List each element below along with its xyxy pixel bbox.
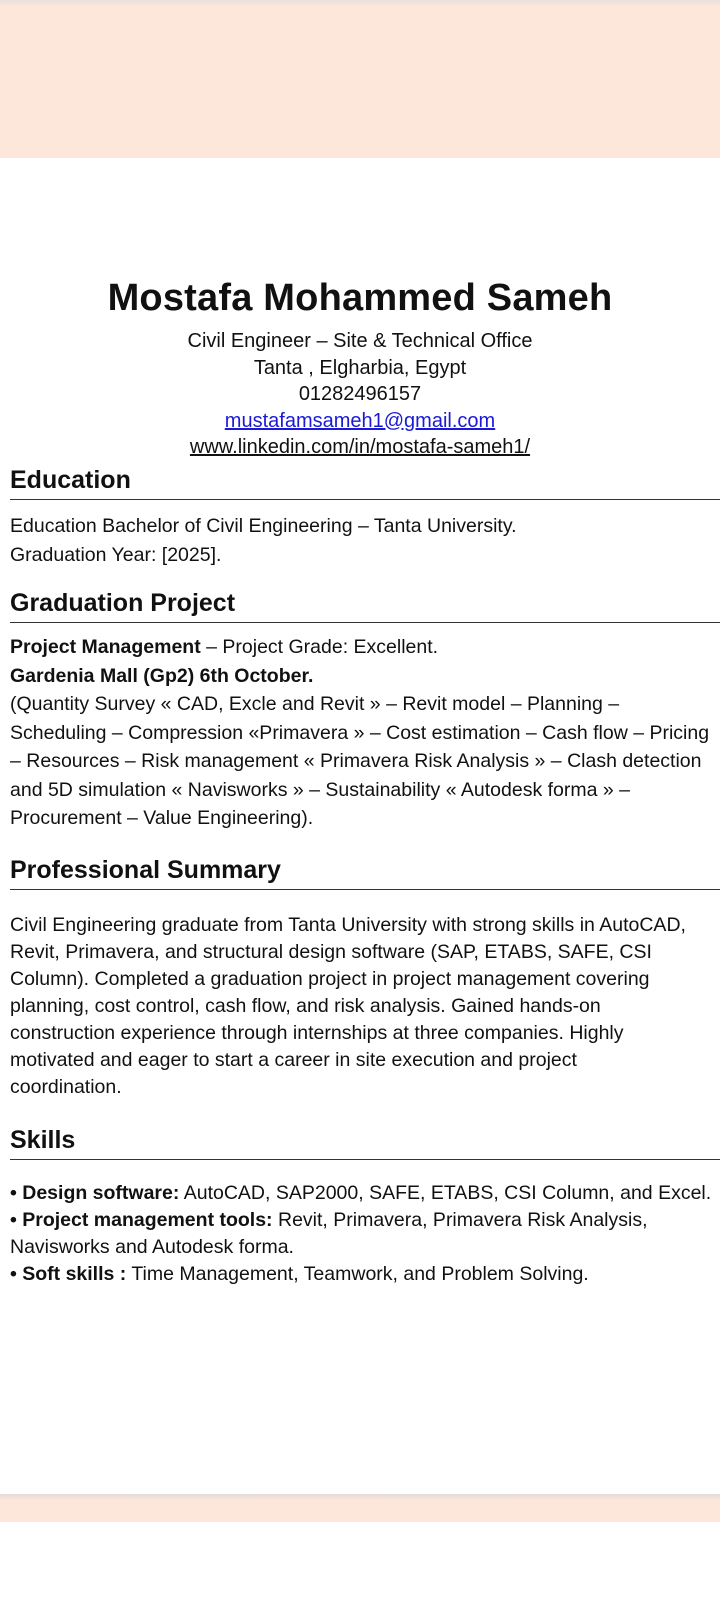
skill-continuation: Navisworks and Autodesk forma.: [10, 1236, 294, 1258]
skill-label: Soft skills :: [22, 1263, 127, 1285]
education-line: Graduation Year: [2025].: [10, 543, 222, 566]
project-grade: – Project Grade: Excellent.: [200, 636, 439, 658]
skills-section: [10, 1123, 720, 1288]
project-name: Project Management: [10, 636, 201, 658]
professional-summary-title: Professional Summary: [10, 853, 720, 890]
summary-line: coordination.: [10, 1076, 122, 1098]
project-desc-line: (Quantity Survey « CAD, Excle and Revit » – Revit model – Planning –: [10, 693, 620, 715]
email-link[interactable]: mustafamsameh1@gmail.com: [224, 409, 496, 432]
candidate-phone: 01282496157: [298, 383, 422, 405]
summary-line: motivated and eager to start a career in site execution and project: [10, 1049, 577, 1071]
candidate-location: Tanta , Elgharbia, Egypt: [253, 356, 467, 379]
resume-page: [0, 158, 720, 1494]
project-desc-line: and 5D simulation « Navisworks » – Sustainability « Autodesk forma » –: [10, 778, 630, 801]
skills-title: Skills: [10, 1123, 720, 1160]
skill-label: Design software:: [22, 1182, 180, 1204]
project-desc-line: – Resources – Risk management « Primavera Risk Analysis » – Clash detection: [10, 750, 702, 772]
skill-text: AutoCAD, SAP2000, SAFE, ETABS, CSI Column, and Excel.: [179, 1182, 712, 1204]
education-title: Education: [10, 463, 720, 500]
skill-text: Revit, Primavera, Primavera Risk Analysis,: [272, 1209, 648, 1231]
summary-line: construction experience through internships at three companies. Highly: [10, 1022, 624, 1044]
bottom-viewer-band: [0, 1494, 720, 1522]
bullet-icon: •: [10, 1182, 23, 1204]
skill-label: Project management tools:: [22, 1209, 273, 1231]
summary-line: Revit, Primavera, and structural design software (SAP, ETABS, SAFE, CSI: [10, 941, 652, 963]
project-title-line: Gardenia Mall (Gp2) 6th October.: [10, 664, 314, 687]
resume-header: [0, 276, 720, 461]
summary-line: planning, cost control, cash flow, and risk analysis. Gained hands-on: [10, 995, 601, 1017]
candidate-name: Mostafa Mohammed Sameh: [107, 277, 613, 319]
summary-line: Column). Completed a graduation project in project management covering: [10, 968, 650, 990]
candidate-role: Civil Engineer – Site & Technical Office: [187, 330, 533, 352]
summary-line: Civil Engineering graduate from Tanta University with strong skills in AutoCAD,: [10, 914, 686, 936]
bullet-icon: •: [10, 1209, 23, 1231]
top-viewer-band: [0, 0, 720, 158]
education-line: Education Bachelor of Civil Engineering – Tanta University.: [10, 515, 517, 537]
education-section: [10, 463, 720, 569]
skill-text: Time Management, Teamwork, and Problem Solving.: [126, 1263, 589, 1285]
graduation-project-title: Graduation Project: [10, 586, 720, 623]
professional-summary-section: [10, 853, 720, 1101]
bullet-icon: •: [10, 1263, 23, 1285]
project-desc-line: Scheduling – Compression «Primavera » – Cost estimation – Cash flow – Pricing: [10, 721, 710, 744]
skill-item: [10, 1180, 720, 1207]
skill-item: [10, 1261, 720, 1288]
skill-item: [10, 1207, 720, 1234]
linkedin-link[interactable]: www.linkedin.com/in/mostafa-sameh1/: [189, 436, 531, 458]
graduation-project-section: [10, 586, 720, 833]
project-line: [10, 633, 720, 662]
project-desc-line: Procurement – Value Engineering).: [10, 807, 314, 829]
